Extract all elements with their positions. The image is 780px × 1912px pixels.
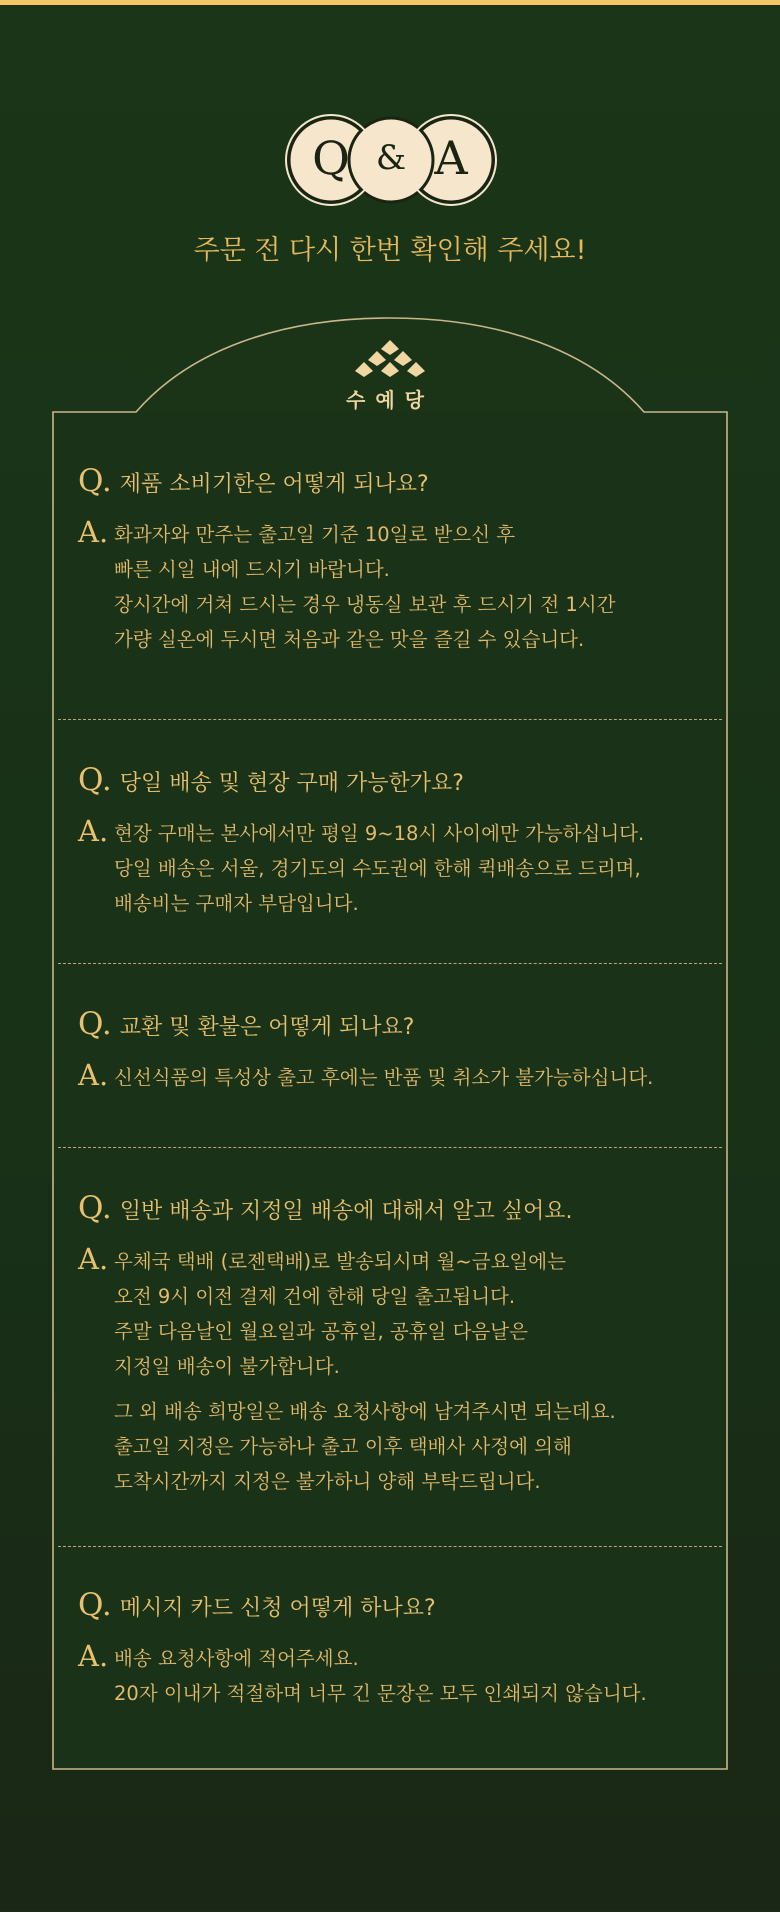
q-mark: Q. (78, 1006, 112, 1042)
answer-line: 우체국 택배 (로젠택배)로 발송되시며 월~금요일에는 (114, 1250, 566, 1273)
answer-line: 빠른 시일 내에 드시기 바랍니다. (114, 558, 390, 581)
divider (58, 963, 722, 964)
faq-question (78, 1587, 718, 1623)
answer-line: 화과자와 만주는 출고일 기준 10일로 받으신 후 (114, 523, 516, 546)
answer-line: 출고일 지정은 가능하나 출고 이후 택배사 사정에 의해 (114, 1435, 572, 1458)
answer-line: 배송비는 구매자 부담입니다. (114, 892, 359, 915)
a-mark: A. (78, 814, 109, 848)
answer-line: 도착시간까지 지정은 불가하니 양해 부탁드립니다. (114, 1470, 541, 1493)
faq-answer (78, 1244, 718, 1499)
answer-line: 오전 9시 이전 결제 건에 한해 당일 출고됩니다. (114, 1285, 516, 1308)
a-mark: A. (78, 1242, 109, 1276)
a-mark: A. (78, 1639, 109, 1673)
answer-line: 당일 배송은 서울, 경기도의 수도권에 한해 퀵배송으로 드리며, (114, 857, 641, 880)
badge-letter-q: Q (312, 131, 350, 185)
faq-item (78, 1006, 718, 1095)
answer-line: 현장 구매는 본사에서만 평일 9~18시 사이에만 가능하십니다. (114, 822, 645, 845)
faq-question (78, 1190, 718, 1226)
divider (58, 719, 722, 720)
faq-question (78, 762, 718, 798)
question-text: 교환 및 환불은 어떻게 되나요? (119, 1015, 415, 1040)
faq-answer (78, 1641, 718, 1711)
faq-answer (78, 517, 718, 657)
answer-line: 지정일 배송이 불가합니다. (114, 1355, 340, 1378)
a-mark: A. (78, 515, 109, 549)
divider (58, 1546, 722, 1547)
answer-line: 주말 다음날인 월요일과 공휴일, 공휴일 다음날은 (114, 1320, 528, 1343)
answer-line: 배송 요청사항에 적어주세요. (114, 1647, 359, 1670)
answer-line: 가량 실온에 두시면 처음과 같은 맛을 즐길 수 있습니다. (114, 628, 585, 651)
faq-item (78, 1587, 718, 1711)
faq-answer (78, 816, 718, 921)
answer-line: 신선식품의 특성상 출고 후에는 반품 및 취소가 불가능하십니다. (114, 1066, 654, 1089)
question-text: 메시지 카드 신청 어떻게 하나요? (119, 1596, 436, 1621)
qa-badge (285, 114, 497, 206)
badge-letter-a: A (434, 131, 468, 185)
q-mark: Q. (78, 463, 112, 499)
lotus-fan-icon (340, 338, 440, 382)
page-subtitle: 주문 전 다시 한번 확인해 주세요! (193, 235, 587, 266)
q-mark: Q. (78, 1190, 112, 1226)
faq-item (78, 1190, 718, 1499)
answer-line: 장시간에 거쳐 드시는 경우 냉동실 보관 후 드시기 전 1시간 (114, 593, 616, 616)
a-mark: A. (78, 1058, 109, 1092)
faq-question (78, 1006, 718, 1042)
divider (58, 1147, 722, 1148)
question-text: 일반 배송과 지정일 배송에 대해서 알고 싶어요. (119, 1199, 573, 1224)
badge-letter-ampersand: & (375, 138, 407, 178)
brand-logo (340, 338, 440, 410)
brand-name: 수예당 (346, 388, 434, 412)
faq-answer (78, 1060, 718, 1095)
question-text: 제품 소비기한은 어떻게 되나요? (119, 472, 429, 497)
faq-question (78, 463, 718, 499)
faq-item (78, 463, 718, 657)
answer-line: 20자 이내가 적절하며 너무 긴 문장은 모두 인쇄되지 않습니다. (114, 1682, 647, 1705)
question-text: 당일 배송 및 현장 구매 가능한가요? (119, 771, 464, 796)
q-mark: Q. (78, 762, 112, 798)
q-mark: Q. (78, 1587, 112, 1623)
answer-line: 그 외 배송 희망일은 배송 요청사항에 남겨주시면 되는데요. (114, 1400, 616, 1423)
faq-item (78, 762, 718, 921)
